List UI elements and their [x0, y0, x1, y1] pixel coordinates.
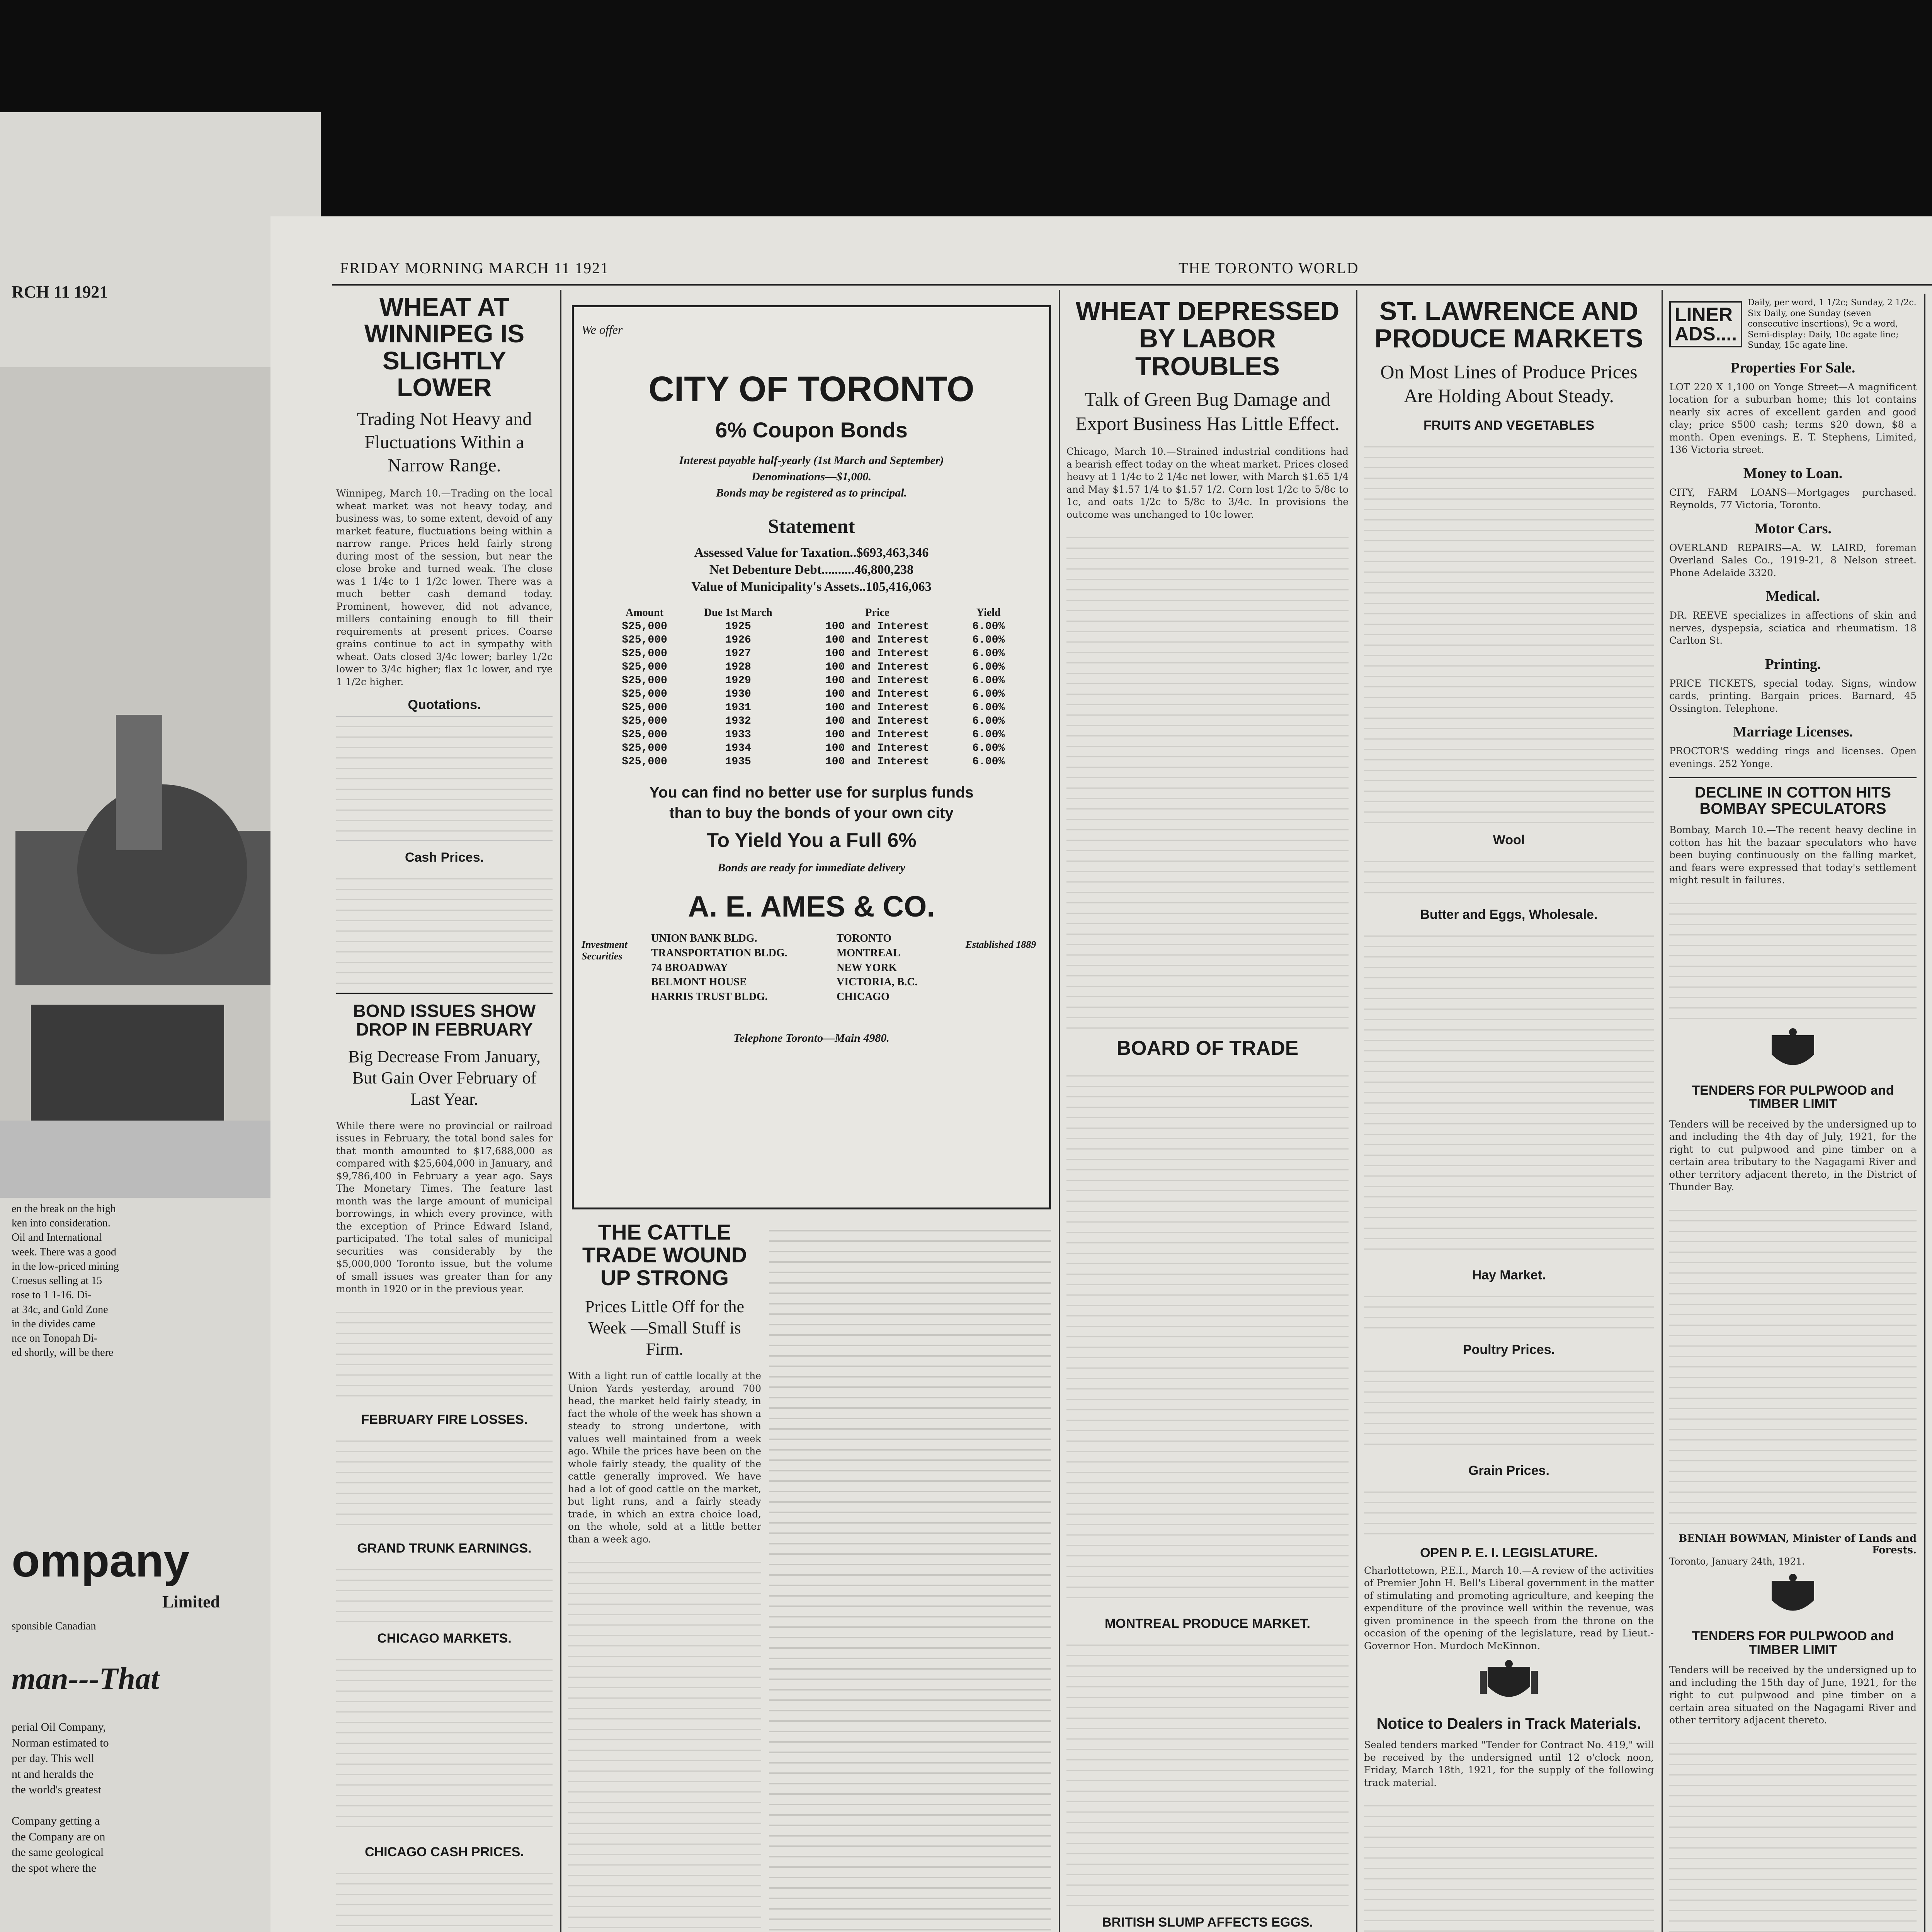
table-cell: 1932: [725, 715, 751, 727]
ad-net-debenture: Net Debenture Debt..........46,800,238: [709, 563, 914, 577]
fragment-line: Croesus selling at 15: [12, 1275, 102, 1287]
classified-section-title: Marriage Licenses.: [1733, 724, 1853, 740]
table-header: Amount: [626, 607, 664, 619]
notice-dealers-text: [1364, 1796, 1654, 1932]
city-line: MONTREAL: [837, 947, 900, 959]
grand-trunk-text: [336, 1560, 553, 1622]
table-cell: $25,000: [622, 661, 667, 673]
table-cell: 100 and Interest: [825, 702, 929, 714]
tenders-text: [1669, 1201, 1917, 1533]
table-row: [607, 755, 1016, 769]
tenders2-title: TENDERS FOR PULPWOOD and TIMBER LIMIT: [1692, 1628, 1894, 1657]
column-livestock-sales: [769, 1221, 1051, 1932]
notice-dealers-title: Notice to Dealers in Track Materials.: [1376, 1715, 1641, 1733]
cotton-text: [1669, 894, 1917, 1021]
ad-title: CITY OF TORONTO: [648, 369, 975, 409]
ad-assessed: Assessed Value for Taxation..$693,463,346: [694, 546, 929, 560]
fragment-line: sponsible Canadian: [12, 1620, 96, 1632]
table-cell: 6.00%: [972, 661, 1005, 673]
machinery-illustration: [0, 367, 309, 1198]
subhead-fruits: FRUITS AND VEGETABLES: [1423, 418, 1595, 433]
table-cell: 6.00%: [972, 648, 1005, 660]
subhead-cash: Cash Prices.: [405, 850, 484, 865]
classified-ad-text: OVERLAND REPAIRS—A. W. LAIRD, foreman Overland Sales Co., 1919-21, 8 Nelson street. Phone Adelaide 3320.: [1669, 542, 1917, 578]
liner-header: [1669, 298, 1917, 351]
tenders2-body: Tenders will be received by the undersigned up to and including the 15th day of June, 1921, for the right to cut pulpwood and pine timber on a certain area situated on the Nagagami River and other territory adjacent thereto.: [1669, 1664, 1917, 1726]
table-cell: 100 and Interest: [825, 675, 929, 687]
left-page-fragments-b: [12, 1619, 313, 1633]
column-rule: [1356, 290, 1357, 1932]
cattle-text-block: [568, 1553, 761, 1932]
classified-section-title: Motor Cars.: [1754, 520, 1832, 537]
classified-section-title: Money to Loan.: [1743, 465, 1843, 481]
wheat-text-block: [1066, 528, 1349, 1030]
table-cell: $25,000: [622, 688, 667, 700]
newspaper-page: [270, 216, 1932, 1932]
cash-price-table: [336, 869, 553, 985]
fragment-line: rose to 1 1-16. Di-: [12, 1289, 92, 1301]
ad-pitch-3: To Yield You a Full 6%: [706, 829, 917, 852]
poultry-text: [1364, 1361, 1654, 1454]
butter-table: [1364, 926, 1654, 1259]
board-of-trade-table: [1066, 1066, 1349, 1607]
table-row: [607, 714, 1016, 728]
classified-ad-text: PRICE TICKETS, special today. Signs, window cards, printing. Bargain prices. Barnard, 45 Ossington. Telephone.: [1669, 677, 1917, 714]
tenders-title: TENDERS FOR PULPWOOD and TIMBER LIMIT: [1692, 1083, 1894, 1112]
ad-established: Established 1889: [965, 939, 1036, 950]
fragment-line: in the divides came: [12, 1318, 95, 1330]
fire-loss-table: [336, 1431, 553, 1532]
tenders2-text: [1669, 1734, 1917, 1932]
classified-section-title: Medical.: [1765, 588, 1820, 604]
table-header: Yield: [976, 607, 1001, 619]
table-cell: $25,000: [622, 742, 667, 754]
liner-ads-logo: LINER ADS....: [1669, 301, 1742, 347]
ad-address-list: [651, 931, 829, 1004]
ad-pitch-1: You can find no better use for surplus funds: [649, 784, 974, 801]
article-body: Winnipeg, March 10.—Trading on the local wheat market was not heavy today, and business was, to some extent, devoid of any market feature, fluctuations being within a narrow range. Prices held fairly strong during most of the session, but near the close broke and turned weak. The close was 1 1/4c to 1 1/2c lower. There was a much better cash demand today. Prominent, however, did not advance, millers containing enough to fill their requirements at present prices. Coarse grains continue to act in sympathy with wheat. Oats closed 3/4c lower; barley 1/2c lower to 3/4c higher; flax 1c lower, and rye 1 1/2c higher.: [336, 488, 553, 687]
table-cell: 6.00%: [972, 729, 1005, 741]
table-row: [607, 647, 1016, 660]
hay-text: [1364, 1287, 1654, 1333]
city-line: VICTORIA, B.C.: [837, 976, 918, 988]
ames-bond-advertisement: [572, 305, 1051, 1209]
city-line: CHICAGO: [837, 991, 889, 1003]
ontario-crest-icon: [1764, 1573, 1822, 1623]
table-cell: 1933: [725, 729, 751, 741]
table-header: Price: [865, 607, 889, 619]
table-row: [607, 742, 1016, 755]
ad-addresses: [574, 931, 1049, 1032]
left-page-fragments-c: [12, 1719, 313, 1876]
chicago-table: [336, 1650, 553, 1835]
classified-ad-text: CITY, FARM LOANS—Mortgages purchased. Reynolds, 77 Victoria, Toronto.: [1669, 486, 1917, 510]
ad-investment-tag: Investment Securities: [582, 939, 628, 962]
tenders-body: Tenders will be received by the undersigned up to and including the 4th day of July, 1921, for the right to cut pulpwood and pine timber on a certain area tributary to the Nagagami River and other territory adjacent thereto, in the District of Thunder Bay.: [1669, 1118, 1917, 1193]
table-row: [607, 674, 1016, 687]
fragment-line: week. There was a good: [12, 1246, 116, 1258]
fragment-line: Company getting a: [12, 1815, 100, 1827]
table-cell: 6.00%: [972, 688, 1005, 700]
column-cattle-trade: [568, 1221, 761, 1932]
headline-cattle: THE CATTLE TRADE WOUND UP STRONG: [582, 1221, 747, 1290]
table-cell: $25,000: [622, 702, 667, 714]
table-cell: 1926: [725, 634, 751, 646]
masthead-title: THE TORONTO WORLD: [1179, 259, 1359, 277]
table-cell: $25,000: [622, 715, 667, 727]
fragment-line: ed shortly, will be there: [12, 1347, 114, 1359]
table-cell: 1928: [725, 661, 751, 673]
left-tagline: man---That: [12, 1662, 160, 1696]
ad-denominations: Denominations—$1,000.: [751, 470, 872, 483]
subhead-quotations: Quotations.: [408, 697, 481, 713]
subhead-poultry: Poultry Prices.: [1463, 1342, 1555, 1357]
column-wheat-depressed: [1066, 298, 1349, 1932]
table-cell: $25,000: [622, 675, 667, 687]
classified-sections-left: [1669, 359, 1917, 770]
montreal-text: [1066, 1635, 1349, 1906]
ad-firm-name: A. E. AMES & CO.: [688, 890, 935, 923]
table-cell: 100 and Interest: [825, 742, 929, 754]
table-cell: 100 and Interest: [825, 729, 929, 741]
fragment-line: the world's greatest: [12, 1783, 102, 1796]
deck-wheat-depressed: Talk of Green Bug Damage and Export Business Has Little Effect.: [1075, 388, 1340, 434]
ad-telephone: Telephone Toronto—Main 4980.: [733, 1032, 889, 1044]
ontario-crest-icon: [1480, 1659, 1538, 1709]
column-classifieds-left: [1669, 298, 1917, 1932]
subhead-board-of-trade: BOARD OF TRADE: [1116, 1037, 1299, 1060]
headline-bond-issues: BOND ISSUES SHOW DROP IN FEBRUARY: [353, 1001, 536, 1040]
table-cell: 100 and Interest: [825, 634, 929, 646]
masthead-date: FRIDAY MORNING MARCH 11 1921: [340, 259, 609, 277]
ad-ready: Bonds are ready for immediate delivery: [718, 861, 905, 874]
table-cell: 100 and Interest: [825, 756, 929, 768]
table-cell: $25,000: [622, 634, 667, 646]
table-row: [607, 633, 1016, 647]
table-cell: 6.00%: [972, 634, 1005, 646]
fragment-line: per day. This well: [12, 1752, 95, 1765]
fragment-line: the spot where the: [12, 1861, 97, 1874]
fragment-line: the Company are on: [12, 1830, 105, 1843]
table-cell: 6.00%: [972, 702, 1005, 714]
table-cell: 1931: [725, 702, 751, 714]
table-cell: 100 and Interest: [825, 688, 929, 700]
column-rule: [1924, 294, 1925, 1932]
table-cell: 6.00%: [972, 621, 1005, 633]
column-rule: [1662, 290, 1663, 1932]
ontario-crest-icon: [1764, 1027, 1822, 1078]
table-row: [607, 728, 1016, 742]
ad-statement: Statement: [768, 515, 855, 537]
fragment-line: Norman estimated to: [12, 1736, 109, 1749]
quotation-table: [336, 716, 553, 841]
subhead-chicago: CHICAGO MARKETS.: [377, 1631, 512, 1646]
headline-cotton: DECLINE IN COTTON HITS BOMBAY SPECULATORS: [1694, 784, 1891, 817]
article-body: While there were no provincial or railroad issues in February, the total bond sales for that month amounted to $17,688,000 as compared with $25,604,000 in January, and $9,786,400 in February a year ago. Says The Monetary Times. The feature last month was the large amount of municipal borrowings, in which every province, with the exception of Prince Edward Island, participated. The total sales of municipal securities was considerably by the $5,000,000 Toronto issue, but the volume of small issues was greater than for any month in 1920 or in the previous year.: [336, 1120, 553, 1295]
liner-rates: Daily, per word, 1 1/2c; Sunday, 2 1/2c. Six Daily, one Sunday (seven consecutive insertions), 9c a word, Semi-display: Daily, 10c agate line; Sunday, 15c agate line.: [1748, 298, 1917, 350]
table-cell: 100 and Interest: [825, 715, 929, 727]
divider: [1669, 777, 1917, 778]
table-cell: 6.00%: [972, 675, 1005, 687]
table-cell: 1934: [725, 742, 751, 754]
city-line: TORONTO: [837, 932, 892, 944]
subhead-hay: Hay Market.: [1472, 1267, 1546, 1282]
subhead-montreal: MONTREAL PRODUCE MARKET.: [1104, 1616, 1311, 1631]
fragment-line: nt and heralds the: [12, 1767, 94, 1781]
address-line: 74 BROADWAY: [651, 961, 728, 974]
left-page-header: RCH 11 1921: [12, 282, 108, 301]
notice-dealers-body: Sealed tenders marked "Tender for Contract No. 419," will be received by the undersigned until 12 o'clock noon, Friday, March 18th, 1921, for the supply of the following track material.: [1364, 1739, 1654, 1788]
chicago-cash-text: [336, 1864, 553, 1932]
column-rule: [560, 290, 561, 1932]
table-header: Due 1st March: [704, 607, 772, 619]
classified-section-title: Printing.: [1765, 656, 1821, 672]
fragment-line: at 34c, and Gold Zone: [12, 1303, 108, 1316]
fragment-line: ken into consideration.: [12, 1217, 111, 1230]
deck-produce: On Most Lines of Produce Prices Are Holding About Steady.: [1380, 361, 1638, 407]
subhead-butter: Butter and Eggs, Wholesale.: [1420, 907, 1598, 922]
table-cell: 100 and Interest: [825, 648, 929, 660]
headline-wheat-winnipeg: WHEAT AT WINNIPEG IS SLIGHTLY LOWER: [364, 294, 525, 401]
deck-wheat-winnipeg: Trading Not Heavy and Fluctuations Within a Narrow Range.: [357, 409, 532, 476]
masthead: [340, 259, 1932, 282]
masthead-rule: [332, 284, 1932, 286]
left-page-illustration: [0, 367, 309, 1198]
table-cell: $25,000: [622, 729, 667, 741]
table-row: [607, 620, 1016, 633]
subhead-wool: Wool: [1493, 832, 1525, 847]
classified-ad-text: LOT 220 X 1,100 on Yonge Street—A magnificent location for a suburban home; this lot contains nearly six acres of excellent garden and good clay; price $500 cash; terms $20 down, $8 a month. Open evenings. E. T. Stephens, Limited, 136 Victoria street.: [1669, 381, 1917, 455]
left-limited: Limited: [162, 1592, 220, 1611]
address-line: HARRIS TRUST BLDG.: [651, 991, 768, 1003]
classified-section-title: Properties For Sale.: [1730, 359, 1855, 376]
divider: [336, 993, 553, 994]
ad-subtitle: 6% Coupon Bonds: [715, 418, 908, 442]
subhead-grain: Grain Prices.: [1468, 1463, 1549, 1478]
maturity-table-body: [607, 620, 1016, 769]
subhead-chicago-cash: CHICAGO CASH PRICES.: [365, 1844, 524, 1859]
article-body: With a light run of cattle locally at the Union Yards yesterday, around 700 head, the market held fairly steady, in fact the whole of the week has shown a steady to strong undertone, with values well maintained from a week ago. While the prices have been on the whole fairly steady, the quality of the cattle generally improved. We have had a lot of good cattle on the market, but light runs, and a fairly steady trade, in which an extra choice load, on the whole, sold at a little better than a week ago.: [568, 1370, 761, 1545]
column-wheat-winnipeg: [336, 294, 553, 1932]
ad-interest: Interest payable half-yearly (1st March and September): [679, 454, 944, 467]
deck-bond-issues: Big Decrease From January, But Gain Over February of Last Year.: [348, 1047, 541, 1109]
address-line: TRANSPORTATION BLDG.: [651, 947, 787, 959]
table-cell: 1935: [725, 756, 751, 768]
classified-ad-text: DR. REEVE specializes in affections of skin and nerves, dyspepsia, sciatica and rheumatism. 18 Carlton St.: [1669, 610, 1917, 646]
table-cell: 1927: [725, 648, 751, 660]
fragment-line: en the break on the high: [12, 1203, 116, 1215]
article-body: Charlottetown, P.E.I., March 10.—A review of the activities of Premier John H. Bell's Liberal government in the matter of stimulating and promoting agriculture, and keeping the expenditure of the province well within the revenue, was given prominence in the speech from the throne on the occasion of the opening of the legislature, read by Lieut.-Governor Hon. Murdoch McKinnon.: [1364, 1565, 1654, 1651]
ad-pitch-2: than to buy the bonds of your own city: [669, 804, 954, 821]
fragment-line: in the low-priced mining: [12, 1260, 119, 1272]
grain-text: [1364, 1482, 1654, 1536]
ad-we-offer: We offer: [582, 323, 623, 337]
fragment-line: the same geological: [12, 1846, 104, 1859]
column-rule: [1059, 290, 1060, 1932]
fragment-line: perial Oil Company,: [12, 1721, 106, 1733]
maturity-table: [607, 606, 1016, 769]
table-cell: 100 and Interest: [825, 661, 929, 673]
table-cell: 1929: [725, 675, 751, 687]
article-body: Bombay, March 10.—The recent heavy decline in cotton has hit the bazaar speculators who have been buying continuously on the falling market, and fears were expressed that today's settlement might result in failures.: [1669, 824, 1917, 886]
subhead-pei: OPEN P. E. I. LEGISLATURE.: [1420, 1545, 1598, 1560]
table-cell: $25,000: [622, 621, 667, 633]
classified-ad-text: PROCTOR'S wedding rings and licenses. Open evenings. 252 Yonge.: [1669, 745, 1917, 769]
fragment-line: Oil and International: [12, 1231, 102, 1244]
left-page-fragments-a: [12, 1202, 313, 1360]
table-cell: $25,000: [622, 756, 667, 768]
subhead-british-slump: BRITISH SLUMP AFFECTS EGGS.: [1102, 1915, 1313, 1930]
table-cell: $25,000: [622, 648, 667, 660]
table-cell: 6.00%: [972, 715, 1005, 727]
column-produce: [1364, 298, 1654, 1932]
wool-text: [1364, 852, 1654, 898]
fragment-line: nce on Tonopah Di-: [12, 1332, 98, 1345]
tenders-signature: BENIAH BOWMAN, Minister of Lands and Forests.: [1679, 1532, 1917, 1556]
ad-city-list: [837, 931, 952, 1004]
ad-municipal-assets: Value of Municipality's Assets..105,416,063: [691, 580, 932, 594]
subhead-grand-trunk: GRAND TRUNK EARNINGS.: [357, 1541, 532, 1556]
ad-registered: Bonds may be registered as to principal.: [716, 486, 907, 499]
table-row: [607, 660, 1016, 674]
city-line: NEW YORK: [837, 961, 897, 974]
table-cell: 1925: [725, 621, 751, 633]
article-body: Chicago, March 10.—Strained industrial conditions had a bearish effect today on the wheat market. Prices closed heavy at 1 1/4c to 2 1/4c net lower, with March $1.65 1/4 and May $1.57 1/4 to $1.57 1/2. Corn lost 1/2c to 5/8c to 1c, and oats 1/2c to 5/8c to 3/4c. In provisions the outcome was unchanged to 10c lower.: [1066, 446, 1349, 520]
table-cell: 6.00%: [972, 756, 1005, 768]
table-cell: 6.00%: [972, 742, 1005, 754]
bond-table: [336, 1303, 553, 1403]
subhead-fire: FEBRUARY FIRE LOSSES.: [361, 1412, 528, 1427]
address-line: UNION BANK BLDG.: [651, 932, 757, 944]
deck-cattle: Prices Little Off for the Week —Small Stuff is Firm.: [585, 1297, 745, 1359]
left-company-title: ompany: [12, 1535, 190, 1587]
fruit-table: [1364, 437, 1654, 823]
table-cell: 1930: [725, 688, 751, 700]
table-row: [607, 701, 1016, 714]
headline-wheat-depressed: WHEAT DEPRESSED BY LABOR TROUBLES: [1075, 298, 1340, 381]
address-line: BELMONT HOUSE: [651, 976, 747, 988]
tenders-date: Toronto, January 24th, 1921.: [1669, 1556, 1805, 1567]
table-row: [607, 687, 1016, 701]
headline-produce: ST. LAWRENCE AND PRODUCE MARKETS: [1374, 298, 1643, 354]
table-cell: 100 and Interest: [825, 621, 929, 633]
